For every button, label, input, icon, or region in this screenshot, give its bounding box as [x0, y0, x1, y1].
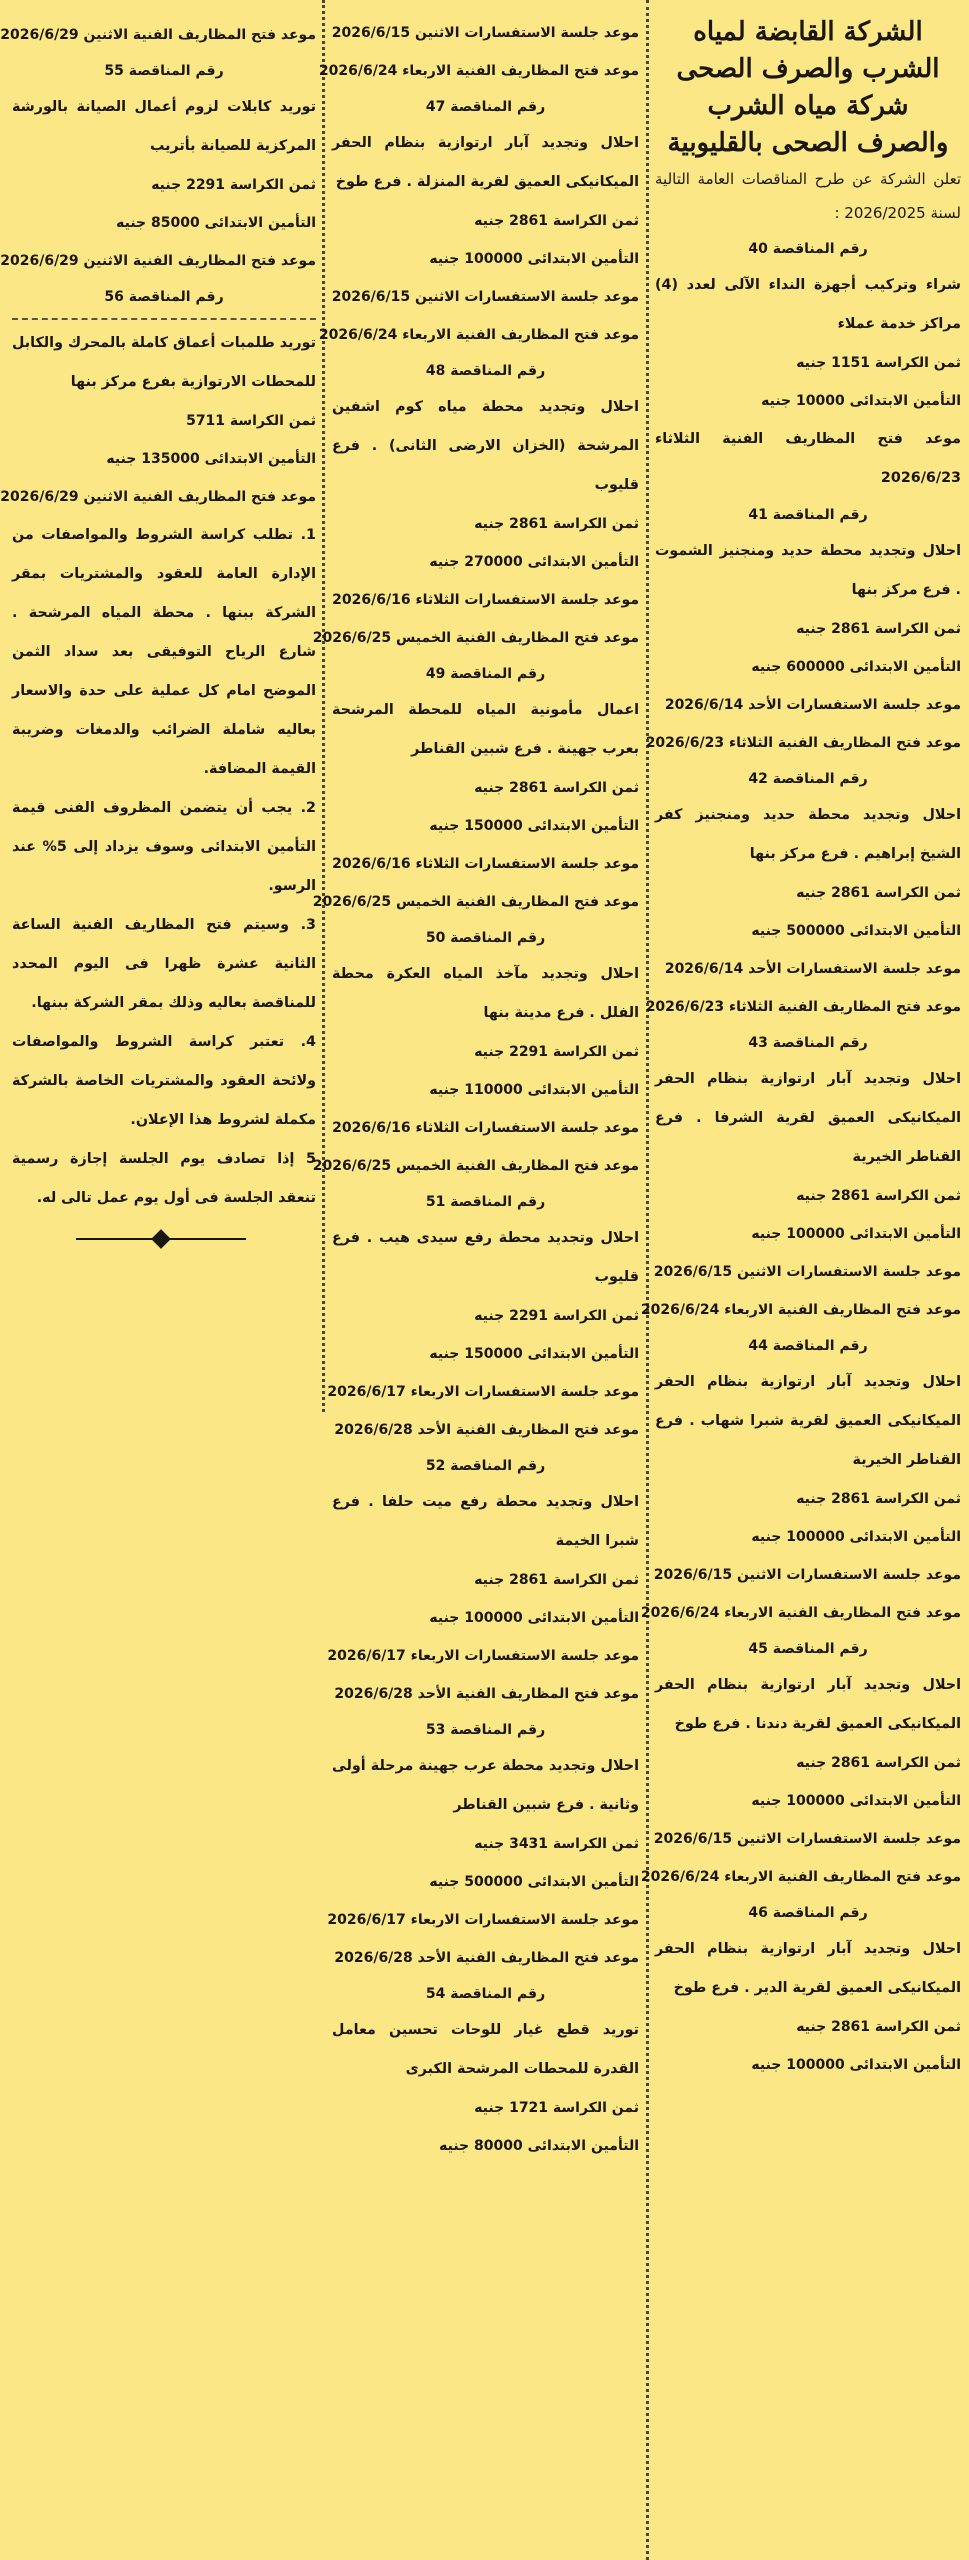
note-item: 5 إذا تصادف يوم الجلسة إجازة رسمية تنعقد الجلسة فى أول يوم عمل تالى له. [12, 1151, 316, 1206]
tender-description: احلال وتجديد آبار ارتوازية بنظام الحفر الميكانيكى العميق لقرية دندنا . فرع طوخ [655, 1677, 961, 1732]
note-item: 3. وسيتم فتح المظاريف الفنية الساعة الثانية عشرة ظهرا فى اليوم المحدد للمناقصة بعاليه وذلك بمقر الشركة ببنها. [12, 917, 316, 1011]
tender-description: توريد طلمبات أعماق كاملة بالمحرك والكابل للمحطات الارتوازية بفرع مركز بنها [12, 335, 316, 390]
tender-inquiry-date: موعد جلسة الاستفسارات الاربعاء 2026/6/17 [327, 1648, 639, 1664]
tender-booklet-price: ثمن الكراسة 2861 جنيه [474, 516, 639, 532]
tender-booklet-price: ثمن الكراسة 2861 جنيه [474, 1572, 639, 1588]
tender-description: احلال وتجديد مآخذ المياه العكرة محطة الفلل . فرع مدينة بنها [332, 966, 639, 1021]
column-left [0, 0, 324, 2560]
tender-opening-date: موعد فتح المظاريف الفنية الخميس 2026/6/25 [312, 1158, 639, 1174]
tender-insurance: التأمين الابتدائى 150000 جنيه [429, 1346, 639, 1362]
tender-booklet-price: ثمن الكراسة 1721 جنيه [474, 2100, 639, 2116]
tender-48 [312, 354, 639, 657]
headline-line: الشرب والصرف الصحى [676, 54, 940, 84]
tender-number: رقم المناقصة 50 [425, 930, 546, 946]
tender-55 [0, 54, 316, 280]
headline-line: شركة مياه الشرب [707, 91, 909, 121]
headline-line: والصرف الصحى بالقليوبية [667, 128, 949, 158]
note-item: 2. يجب أن يتضمن المظروف الفنى قيمة التأمين الابتدائى وسوف يزداد إلى 5% عند الرسو. [12, 800, 316, 894]
tender-description: احلال وتجديد محطة حديد ومنجنيز الشموت . فرع مركز بنها [655, 543, 961, 598]
tender-insurance: التأمين الابتدائى 110000 جنيه [429, 1082, 639, 1098]
diamond-icon [151, 1229, 171, 1249]
tender-insurance: التأمين الابتدائى 100000 جنيه [429, 251, 639, 267]
tender-number: رقم المناقصة 45 [748, 1641, 868, 1657]
tender-opening-date: موعد فتح المظاريف الفنية الاثنين 2026/6/29 [0, 489, 316, 505]
column-middle [312, 0, 647, 2560]
tender-inquiry-date: موعد جلسة الاستفسارات الاثنين 2026/6/15 [331, 289, 639, 305]
tender-54 [332, 1977, 639, 2165]
tender-opening-date: موعد فتح المظاريف الفنية الأحد 2026/6/28 [334, 1422, 639, 1438]
tender-opening-date: موعد فتح المظاريف الفنية الاثنين 2026/6/29 [0, 27, 316, 43]
tender-booklet-price: ثمن الكراسة 1151 جنيه [796, 355, 961, 371]
tender-opening-date: موعد فتح المظاريف الفنية الاربعاء 2026/6/24 [318, 63, 639, 79]
tender-inquiry-date: موعد جلسة الاستفسارات الأحد 2026/6/14 [664, 961, 961, 977]
tender-booklet-price: ثمن الكراسة 3431 جنيه [474, 1836, 639, 1852]
tender-description: احلال وتجديد محطة حديد ومنجنيز كفر الشيخ إبراهيم . فرع مركز بنها [655, 807, 961, 862]
tender-51 [327, 1185, 639, 1449]
tender-insurance: التأمين الابتدائى 150000 جنيه [429, 818, 639, 834]
tender-52 [327, 1449, 639, 1713]
tender-insurance: التأمين الابتدائى 100000 جنيه [751, 1226, 961, 1242]
tender-insurance: التأمين الابتدائى 500000 جنيه [429, 1874, 639, 1890]
tender-number: رقم المناقصة 42 [748, 771, 868, 787]
tender-number: رقم المناقصة 54 [425, 1986, 546, 2002]
dashed-divider [12, 318, 316, 320]
tender-opening-date: موعد فتح المظاريف الفنية الاربعاء 2026/6/24 [318, 327, 639, 343]
tender-number: رقم المناقصة 49 [425, 666, 546, 682]
tender-40 [655, 232, 961, 498]
company-headline [655, 14, 961, 162]
tender-booklet-price: ثمن الكراسة 2861 جنيه [796, 2019, 961, 2035]
tender-number: رقم المناقصة 55 [104, 63, 224, 79]
note-item: 1. تطلب كراسة الشروط والمواصفات من الإدارة العامة للعقود والمشتريات بمقر الشركة ببنها . محطة المياه المرشحة . شارع الرياح التوفيقى بعد سداد الثمن الموضح امام كل عملية على حدة والاسعار بعاليه شاملة الضرائب والدمغات وضريبة القيمة المضافة. [12, 527, 316, 777]
tender-description: احلال وتجديد آبار ارتوازية بنظام الحفر الميكانيكى العميق لقرية الشرفا . فرع القناطر الخيرية [655, 1071, 961, 1165]
tender-description: اعمال مأمونية المياه للمحطة المرشحة بعرب جهينة . فرع شبين القناطر [332, 702, 639, 757]
tender-43 [640, 1026, 961, 1329]
tender-booklet-price: ثمن الكراسة 2861 جنيه [796, 1755, 961, 1771]
tender-description: احلال وتجديد محطة رفع ميت حلفا . فرع شبرا الخيمة [332, 1494, 639, 1549]
tender-description: احلال وتجديد آبار ارتوازية بنظام الحفر الميكانيكى العميق لقرية الدير . فرع طوخ [655, 1941, 961, 1996]
tender-description: احلال وتجديد محطة عرب جهينة مرحلة أولى وثانية . فرع شبين القناطر [332, 1758, 639, 1813]
tender-number: رقم المناقصة 43 [748, 1035, 868, 1051]
tender-description: توريد كابلات لزوم أعمال الصيانة بالورشة المركزية للصيانة بأتريب [12, 99, 316, 154]
tender-opening-date: موعد فتح المظاريف الفنية الخميس 2026/6/25 [312, 894, 639, 910]
tender-inquiry-date: موعد جلسة الاستفسارات الثلاثاء 2026/6/16 [332, 856, 639, 872]
tender-42 [645, 762, 961, 1026]
tender-inquiry-date: موعد جلسة الاستفسارات الاثنين 2026/6/15 [653, 1567, 961, 1583]
tender-number: رقم المناقصة 44 [748, 1338, 868, 1354]
end-ornament [12, 1224, 316, 1254]
tender-47 [318, 90, 639, 354]
tender-booklet-price: ثمن الكراسة 2861 جنيه [474, 780, 639, 796]
tender-inquiry-date: موعد جلسة الاستفسارات الاربعاء 2026/6/17 [327, 1912, 639, 1928]
tender-number: رقم المناقصة 53 [425, 1722, 546, 1738]
tender-insurance: التأمين الابتدائى 500000 جنيه [751, 923, 961, 939]
tender-inquiry-date: موعد جلسة الاستفسارات الاثنين 2026/6/15 [331, 25, 639, 41]
tender-opening-date: موعد فتح المظاريف الفنية الثلاثاء 2026/6/23 [645, 735, 961, 751]
tender-description: احلال وتجديد محطة مياه كوم اشفين المرشحة (الخزان الارضى الثانى) . فرع قليوب [332, 399, 639, 493]
tender-number: رقم المناقصة 40 [748, 241, 868, 257]
tender-opening-date: موعد فتح المظاريف الفنية الاثنين 2026/6/29 [0, 253, 316, 269]
tender-booklet-price: ثمن الكراسة 2291 جنيه [474, 1044, 639, 1060]
tender-inquiry-date: موعد جلسة الاستفسارات الثلاثاء 2026/6/16 [332, 1120, 639, 1136]
notes-list [12, 516, 316, 1218]
tender-opening-date: موعد فتح المظاريف الفنية الأحد 2026/6/28 [334, 1950, 639, 1966]
tender-41 [645, 498, 961, 762]
tender-number: رقم المناقصة 51 [425, 1194, 546, 1210]
tender-opening-date: موعد فتح المظاريف الفنية الأحد 2026/6/28 [334, 1686, 639, 1702]
tender-booklet-price: ثمن الكراسة 2861 جنيه [796, 621, 961, 637]
tender-opening-date: موعد فتح المظاريف الفنية الاربعاء 2026/6/24 [640, 1869, 961, 1885]
tender-insurance: التأمين الابتدائى 10000 جنيه [761, 393, 961, 409]
headline-line: الشركة القابضة لمياه [693, 17, 923, 47]
column-right [640, 0, 969, 2560]
tender-number: رقم المناقصة 56 [104, 289, 224, 305]
tender-description: احلال وتجديد محطة رفع سيدى هيب . فرع قليوب [332, 1230, 639, 1285]
tender-56 [0, 280, 316, 516]
tender-number: رقم المناقصة 48 [425, 363, 546, 379]
tender-description: توريد قطع غيار للوحات تحسين معامل القدرة للمحطات المرشحة الكبرى [332, 2022, 639, 2077]
tender-number: رقم المناقصة 41 [748, 507, 868, 523]
tender-inquiry-date: موعد جلسة الاستفسارات الاربعاء 2026/6/17 [327, 1384, 639, 1400]
tender-45 [640, 1632, 961, 1896]
tender-opening-date: موعد فتح المظاريف الفنية الاربعاء 2026/6/24 [640, 1302, 961, 1318]
tender-description: احلال وتجديد آبار ارتوازية بنظام الحفر الميكانيكى العميق لقرية شبرا شهاب . فرع القناطر الخيرية [655, 1374, 961, 1468]
tender-50 [312, 921, 639, 1185]
tender-insurance: التأمين الابتدائى 100000 جنيه [751, 1529, 961, 1545]
tender-insurance: التأمين الابتدائى 100000 جنيه [751, 2057, 961, 2073]
tender-46 [655, 1896, 961, 2084]
announcement-intro: تعلن الشركة عن طرح المناقصات العامة التالية لسنة 2026/2025 : [655, 170, 961, 222]
tender-insurance: التأمين الابتدائى 80000 جنيه [439, 2138, 639, 2154]
tender-44 [640, 1329, 961, 1632]
tender-insurance: التأمين الابتدائى 600000 جنيه [751, 659, 961, 675]
tender-booklet-price: ثمن الكراسة 2291 جنيه [151, 177, 316, 193]
tender-number: رقم المناقصة 52 [425, 1458, 546, 1474]
tender-number: رقم المناقصة 47 [425, 99, 546, 115]
tender-booklet-price: ثمن الكراسة 2291 جنيه [474, 1308, 639, 1324]
tender-booklet-price: ثمن الكراسة 2861 جنيه [796, 885, 961, 901]
tender-booklet-price: ثمن الكراسة 2861 جنيه [796, 1188, 961, 1204]
tender-inquiry-date: موعد جلسة الاستفسارات الاثنين 2026/6/15 [653, 1264, 961, 1280]
tender-insurance: التأمين الابتدائى 135000 جنيه [106, 451, 316, 467]
tender-booklet-price: ثمن الكراسة 2861 جنيه [474, 213, 639, 229]
tender-insurance: التأمين الابتدائى 85000 جنيه [116, 215, 316, 231]
tender-insurance: التأمين الابتدائى 100000 جنيه [429, 1610, 639, 1626]
tender-description: شراء وتركيب أجهزة النداء الآلى لعدد (4) مراكز خدمة عملاء [655, 277, 961, 332]
tender-opening-date: موعد فتح المظاريف الفنية الخميس 2026/6/25 [312, 630, 639, 646]
tender-53 [327, 1713, 639, 1977]
tender-description: احلال وتجديد آبار ارتوازية بنظام الحفر الميكانيكى العميق لقرية المنزلة . فرع طوخ [332, 135, 639, 190]
tender-booklet-price: ثمن الكراسة 2861 جنيه [796, 1491, 961, 1507]
tender-opening-date: موعد فتح المظاريف الفنية الثلاثاء 2026/6/23 [645, 999, 961, 1015]
tender-opening-date: موعد فتح المظاريف الفنية الثلاثاء 2026/6/23 [655, 431, 961, 486]
tender-inquiry-date: موعد جلسة الاستفسارات الأحد 2026/6/14 [664, 697, 961, 713]
tender-number: رقم المناقصة 46 [748, 1905, 868, 1921]
tender-inquiry-date: موعد جلسة الاستفسارات الاثنين 2026/6/15 [653, 1831, 961, 1847]
note-item: 4. تعتبر كراسة الشروط والمواصفات ولائحة العقود والمشتريات الخاصة بالشركة مكملة لشروط هذا الإعلان. [12, 1034, 316, 1128]
tender-insurance: التأمين الابتدائى 270000 جنيه [429, 554, 639, 570]
tender-booklet-price: ثمن الكراسة 5711 [186, 413, 316, 429]
tender-insurance: التأمين الابتدائى 100000 جنيه [751, 1793, 961, 1809]
tender-opening-date: موعد فتح المظاريف الفنية الاربعاء 2026/6/24 [640, 1605, 961, 1621]
tender-inquiry-date: موعد جلسة الاستفسارات الثلاثاء 2026/6/16 [332, 592, 639, 608]
tender-49 [312, 657, 639, 921]
